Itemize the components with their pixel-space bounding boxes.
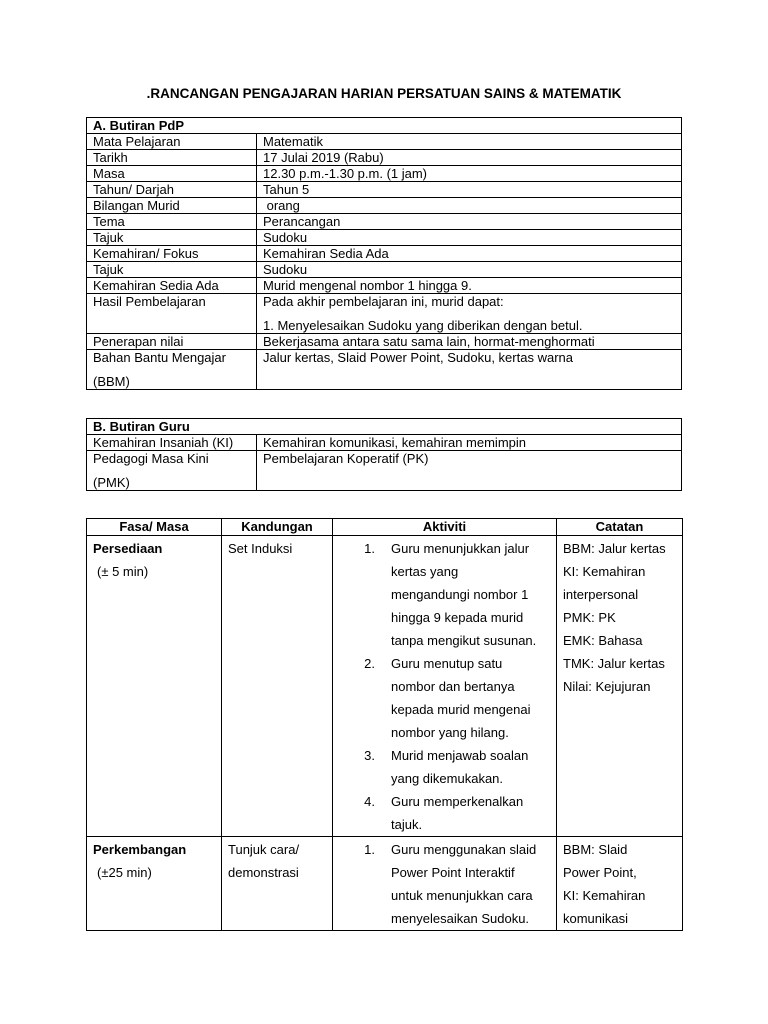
pdp-row — [87, 230, 682, 246]
ki-row — [87, 435, 682, 451]
aktiviti-line: menyelesaikan Sudoku. — [391, 911, 530, 926]
pdp-row-label: Kemahiran/ Fokus — [87, 246, 257, 262]
catatan-line: Power Point, — [563, 865, 637, 880]
fasa-masa: (±25 min) — [97, 865, 152, 880]
pdp-row-value: Sudoku — [257, 230, 682, 246]
aktiviti-text — [391, 652, 550, 744]
aktiviti-line: yang dikemukakan. — [391, 771, 504, 786]
pdp-row-label: Tema — [87, 214, 257, 230]
pmk-value: Pembelajaran Koperatif (PK) — [257, 451, 682, 491]
aktiviti-line: tanpa mengikut susunan. — [391, 633, 537, 648]
pdp-row-label: Tarikh — [87, 150, 257, 166]
bbm-label-2: (BBM) — [93, 374, 130, 389]
catatan-cell — [557, 536, 683, 837]
pdp-row-label: Masa — [87, 166, 257, 182]
pdp-row-value: Perancangan — [257, 214, 682, 230]
aktiviti-line: kertas yang — [391, 564, 459, 579]
nilai-label: Penerapan nilai — [87, 334, 257, 350]
pdp-row — [87, 166, 682, 182]
aktiviti-header-row — [87, 519, 683, 536]
kandungan-line: Tunjuk cara/ — [228, 842, 300, 857]
aktiviti-line: Guru menggunakan slaid — [391, 842, 537, 857]
aktiviti-line: Power Point Interaktif — [391, 865, 515, 880]
catatan-line: EMK: Bahasa — [563, 633, 643, 648]
pmk-row — [87, 451, 682, 491]
pdp-row-label: Tajuk — [87, 262, 257, 278]
pdp-row — [87, 278, 682, 294]
aktiviti-text — [391, 790, 550, 836]
bbm-label-1: Bahan Bantu Mengajar — [93, 350, 226, 365]
pdp-row-value: 17 Julai 2019 (Rabu) — [257, 150, 682, 166]
pdp-row-value: Kemahiran Sedia Ada — [257, 246, 682, 262]
aktiviti-row — [87, 536, 683, 837]
aktiviti-number: 1. — [364, 842, 375, 857]
aktiviti-number: 4. — [364, 794, 375, 809]
catatan-line: KI: Kemahiran — [563, 564, 646, 579]
aktiviti-line: nombor yang hilang. — [391, 725, 509, 740]
header-aktiviti: Aktiviti — [333, 519, 557, 536]
aktiviti-item — [339, 744, 550, 790]
hasil-row — [87, 294, 682, 334]
aktiviti-list — [339, 838, 550, 930]
hasil-line-2: 1. Menyelesaikan Sudoku yang diberikan dengan betul. — [263, 318, 583, 333]
aktiviti-text — [391, 744, 550, 790]
ki-value: Kemahiran komunikasi, kemahiran memimpin — [257, 435, 682, 451]
pdp-row-label: Tahun/ Darjah — [87, 182, 257, 198]
aktiviti-line: Guru menutup satu — [391, 656, 503, 671]
aktiviti-line: Murid menjawab soalan — [391, 748, 529, 763]
bbm-value: Jalur kertas, Slaid Power Point, Sudoku, kertas warna — [257, 350, 682, 390]
aktiviti-line: Guru memperkenalkan — [391, 794, 524, 809]
pdp-row-value: Tahun 5 — [257, 182, 682, 198]
page-title: .RANCANGAN PENGAJARAN HARIAN PERSATUAN SAINS & MATEMATIK — [146, 86, 622, 101]
hasil-line-1: Pada akhir pembelajaran ini, murid dapat: — [263, 294, 504, 309]
pdp-row — [87, 150, 682, 166]
pdp-row — [87, 134, 682, 150]
pdp-row — [87, 262, 682, 278]
catatan-line: BBM: Slaid — [563, 842, 628, 857]
kandungan-cell — [222, 837, 333, 931]
catatan-line: PMK: PK — [563, 610, 616, 625]
kandungan-line: demonstrasi — [228, 865, 299, 880]
section-a-heading: A. Butiran PdP — [87, 118, 682, 134]
aktiviti-cell — [333, 837, 557, 931]
aktiviti-list — [339, 537, 550, 836]
aktiviti-item — [339, 537, 550, 652]
fasa-name: Persediaan — [93, 541, 163, 556]
bbm-row — [87, 350, 682, 390]
catatan-line: Nilai: Kejujuran — [563, 679, 651, 694]
aktiviti-text — [391, 537, 550, 652]
nilai-value: Bekerjasama antara satu sama lain, hormat-menghormati — [257, 334, 682, 350]
header-fasa: Fasa/ Masa — [87, 519, 222, 536]
aktiviti-cell — [333, 536, 557, 837]
pdp-row-value: Matematik — [257, 134, 682, 150]
aktiviti-text — [391, 838, 550, 930]
pdp-row-label: Bilangan Murid — [87, 198, 257, 214]
section-b-heading: B. Butiran Guru — [87, 419, 682, 435]
ki-label: Kemahiran Insaniah (KI) — [87, 435, 257, 451]
aktiviti-line: nombor dan bertanya — [391, 679, 515, 694]
aktiviti-number: 3. — [364, 748, 375, 763]
aktiviti-row — [87, 837, 683, 931]
catatan-cell — [557, 837, 683, 931]
nilai-row — [87, 334, 682, 350]
aktiviti-line: tajuk. — [391, 817, 423, 832]
pdp-row-label: Tajuk — [87, 230, 257, 246]
aktiviti-table — [86, 518, 683, 931]
pdp-row-label: Mata Pelajaran — [87, 134, 257, 150]
pmk-label-2: (PMK) — [93, 475, 130, 490]
pdp-row-label: Kemahiran Sedia Ada — [87, 278, 257, 294]
header-kandungan: Kandungan — [222, 519, 333, 536]
aktiviti-number: 1. — [364, 541, 375, 556]
aktiviti-line: kepada murid mengenai — [391, 702, 531, 717]
pdp-row — [87, 198, 682, 214]
catatan-line: komunikasi — [563, 911, 629, 926]
pdp-row — [87, 246, 682, 262]
catatan-line: TMK: Jalur kertas — [563, 656, 665, 671]
pdp-row — [87, 214, 682, 230]
butiran-pdp-table — [86, 117, 682, 390]
catatan-line: BBM: Jalur kertas — [563, 541, 666, 556]
catatan-line: interpersonal — [563, 587, 639, 602]
fasa-cell — [87, 837, 222, 931]
aktiviti-number: 2. — [364, 656, 375, 671]
kandungan-line: Set Induksi — [228, 541, 293, 556]
aktiviti-item — [339, 652, 550, 744]
fasa-name: Perkembangan — [93, 842, 187, 857]
catatan-line: KI: Kemahiran — [563, 888, 646, 903]
aktiviti-line: hingga 9 kepada murid — [391, 610, 524, 625]
fasa-cell — [87, 536, 222, 837]
fasa-masa: (± 5 min) — [97, 564, 149, 579]
aktiviti-line: mengandungi nombor 1 — [391, 587, 529, 602]
pdp-row-value: 12.30 p.m.-1.30 p.m. (1 jam) — [257, 166, 682, 182]
aktiviti-line: Guru menunjukkan jalur — [391, 541, 530, 556]
aktiviti-item — [339, 838, 550, 930]
aktiviti-item — [339, 790, 550, 836]
pdp-row-value: Murid mengenal nombor 1 hingga 9. — [257, 278, 682, 294]
butiran-guru-table — [86, 418, 682, 491]
pdp-row-value: orang — [257, 198, 682, 214]
hasil-label: Hasil Pembelajaran — [87, 294, 257, 334]
pmk-label-1: Pedagogi Masa Kini — [93, 451, 209, 466]
pdp-row — [87, 182, 682, 198]
header-catatan: Catatan — [557, 519, 683, 536]
pdp-row-value: Sudoku — [257, 262, 682, 278]
aktiviti-line: untuk menunjukkan cara — [391, 888, 533, 903]
kandungan-cell — [222, 536, 333, 837]
